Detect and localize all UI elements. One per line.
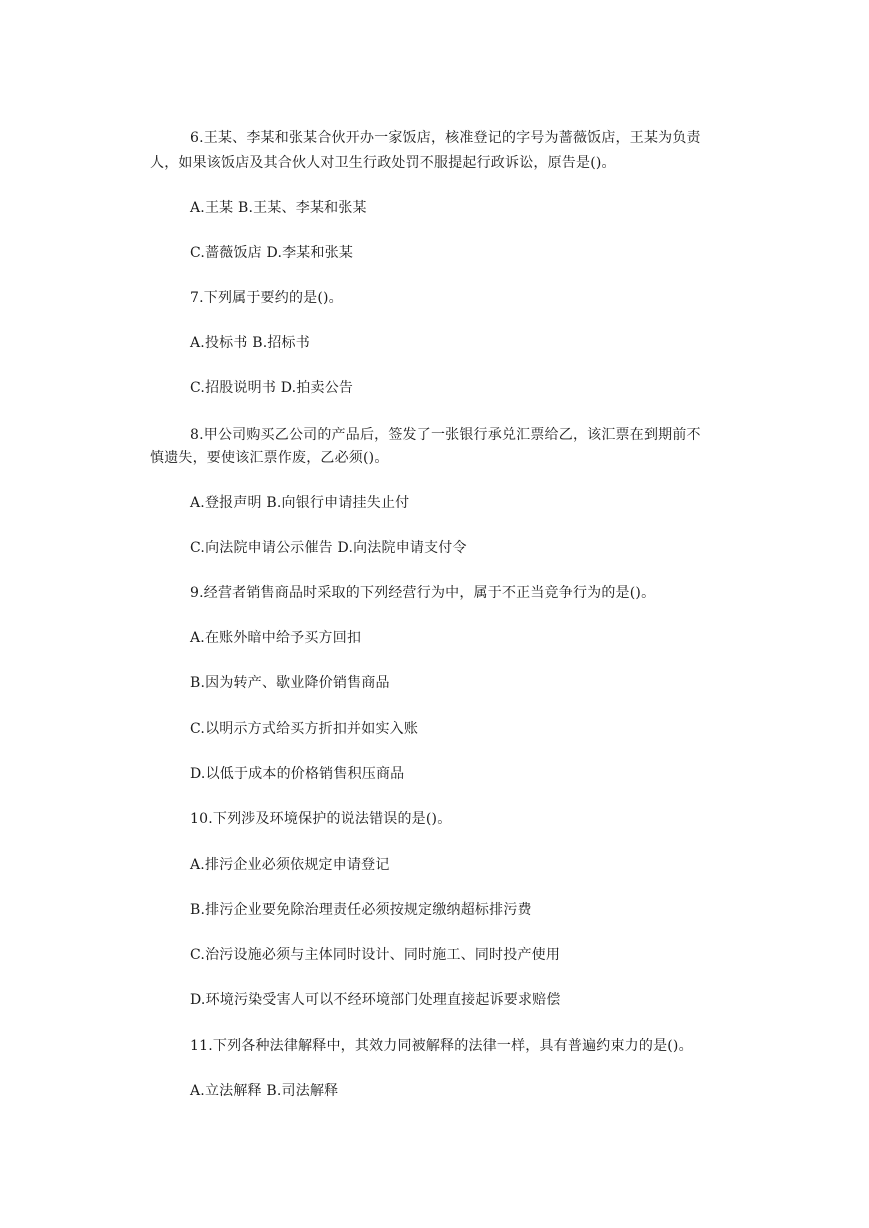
question-8-stem-line1: 8.甲公司购买乙公司的产品后，签发了一张银行承兑汇票给乙，该汇票在到期前不 [190, 427, 701, 443]
question-8-option-ab: A.登报声明 B.向银行申请挂失止付 [190, 495, 410, 511]
question-11-option-ab: A.立法解释 B.司法解释 [190, 1083, 339, 1099]
question-10-option-c: C.治污设施必须与主体同时设计、同时施工、同时投产使用 [190, 947, 561, 963]
question-7-option-ab: A.投标书 B.招标书 [190, 335, 310, 351]
question-10-option-d: D.环境污染受害人可以不经环境部门处理直接起诉要求赔偿 [190, 992, 561, 1008]
question-8-stem-line2: 慎遗失，要使该汇票作废，乙必须()。 [150, 450, 389, 466]
question-6-stem-line1: 6.王某、李某和张某合伙开办一家饭店，核准登记的字号为蔷薇饭店，王某为负责 [190, 130, 701, 146]
question-10-stem: 10.下列涉及环境保护的说法错误的是()。 [190, 811, 452, 827]
question-7-option-cd: C.招股说明书 D.拍卖公告 [190, 380, 354, 396]
question-9-stem: 9.经营者销售商品时采取的下列经营行为中，属于不正当竞争行为的是()。 [190, 585, 656, 601]
question-8-option-cd: C.向法院申请公示催告 D.向法院申请支付令 [190, 540, 467, 556]
question-9-option-b: B.因为转产、歇业降价销售商品 [190, 675, 390, 691]
question-10-option-b: B.排污企业要免除治理责任必须按规定缴纳超标排污费 [190, 902, 532, 918]
question-9-option-a: A.在账外暗中给予买方回扣 [190, 630, 362, 646]
question-9-option-d: D.以低于成本的价格销售积压商品 [190, 766, 405, 782]
question-11-stem: 11.下列各种法律解释中，其效力同被解释的法律一样，具有普遍约束力的是()。 [190, 1038, 693, 1054]
question-10-option-a: A.排污企业必须依规定申请登记 [190, 857, 390, 873]
question-7-stem: 7.下列属于要约的是()。 [190, 290, 343, 306]
question-6-option-ab: A.王某 B.王某、李某和张某 [190, 200, 367, 216]
question-6-stem-line2: 人，如果该饭店及其合伙人对卫生行政处罚不服提起行政诉讼，原告是()。 [150, 155, 616, 171]
question-6-option-cd: C.蔷薇饭店 D.李某和张某 [190, 245, 354, 261]
question-9-option-c: C.以明示方式给买方折扣并如实入账 [190, 721, 419, 737]
